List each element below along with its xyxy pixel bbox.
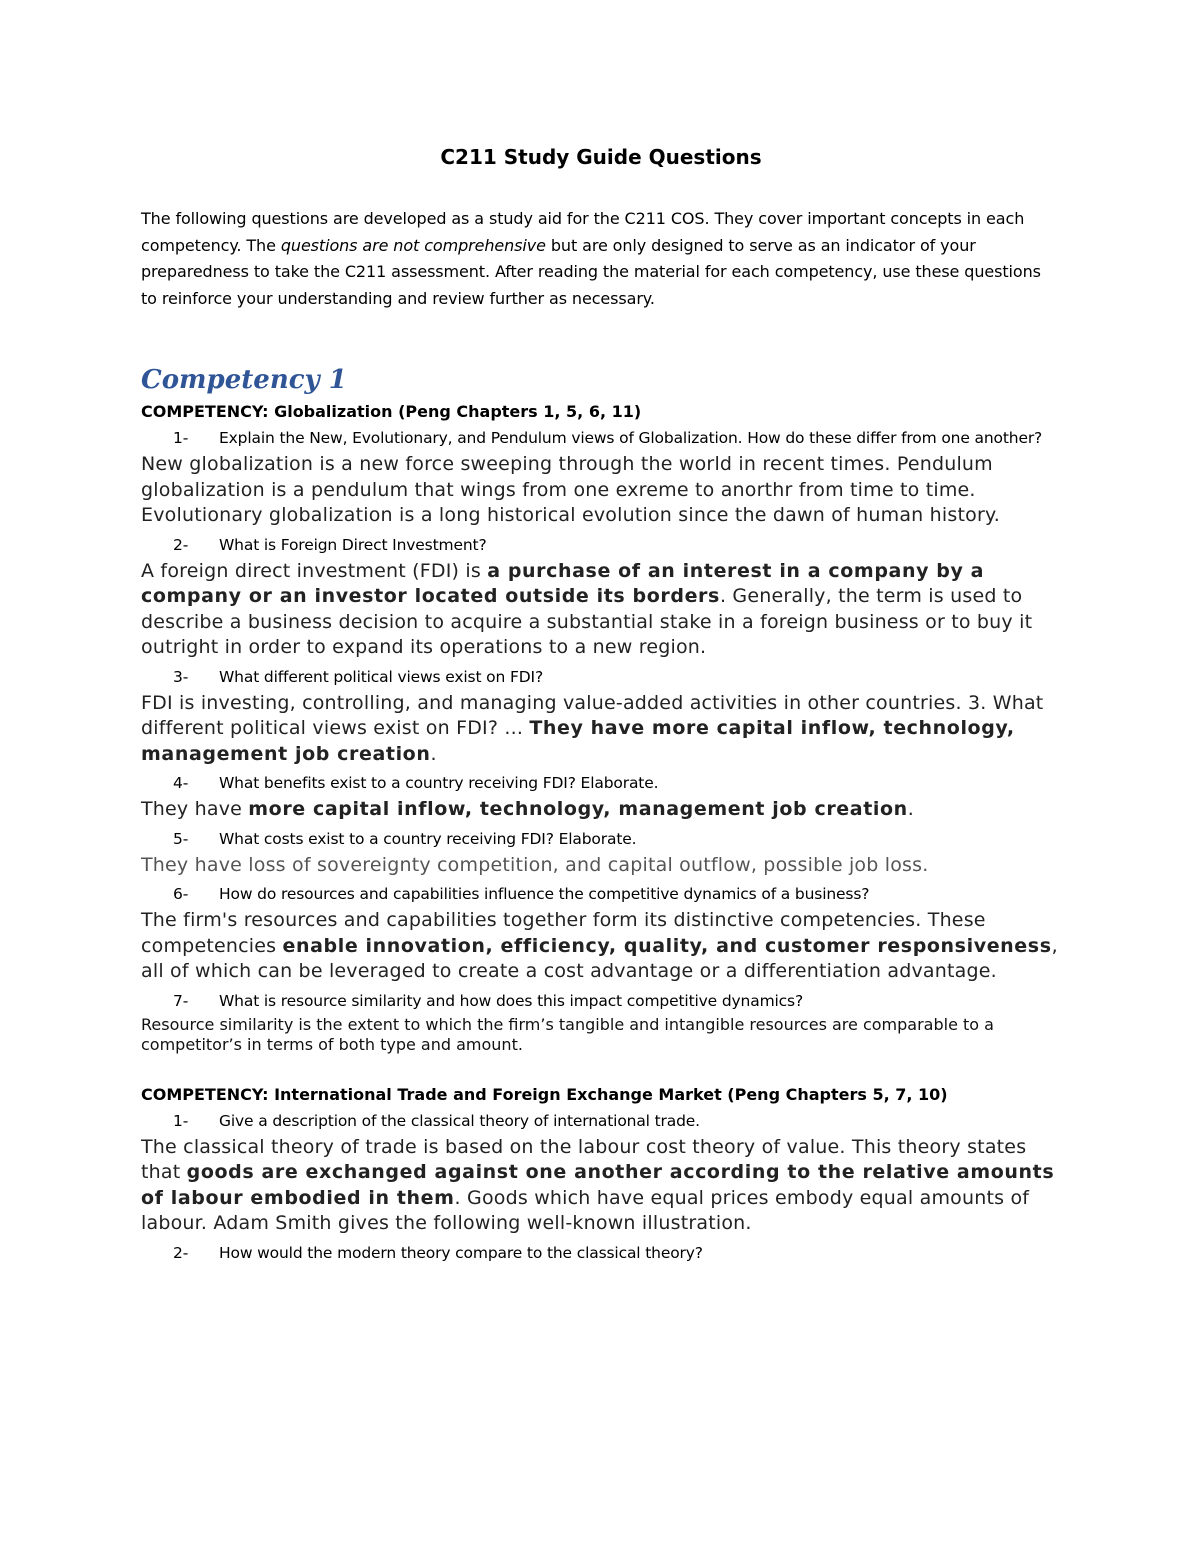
question-text: Give a description of the classical theory of international trade. (219, 1111, 700, 1130)
answer-2-1 (141, 1135, 1061, 1237)
answer-text: The classical theory of trade is based on the labour cost theory of value. This theory states that (141, 1135, 1027, 1183)
question-number: 5- (173, 829, 189, 848)
question-1-7 (141, 987, 1061, 1015)
competency-heading: Competency 1 (141, 365, 347, 395)
intro-text-1: The following questions are developed as a study aid for the C211 COS. They cover important concepts in each competency. The (141, 209, 1025, 255)
answer-1-2 (141, 559, 1061, 661)
answer-bold-text: goods are exchanged against one another according to the relative amounts of labour embodied in them (141, 1161, 1055, 1209)
section2-label-topic: International Trade and Foreign Exchange Market (Peng Chapters 5, 7, 10) (268, 1084, 948, 1104)
answer-bold-text: enable innovation, efficiency, quality, and customer responsiveness (282, 934, 1052, 957)
answer-1-1 (141, 452, 1061, 529)
section1-label (141, 400, 1061, 424)
intro-paragraph (141, 206, 1061, 312)
answer-text: Resource similarity is the extent to which the firm’s tangible and intangible resources are comparable to a competitor’s in terms of both type and amount. (141, 1014, 994, 1054)
answer-bold-text: They have more capital inflow, technology, management job creation (141, 717, 1015, 765)
section2-label (141, 1083, 1061, 1107)
question-number: 7- (173, 991, 189, 1010)
question-1-6 (141, 880, 1061, 908)
answer-bold-text: a purchase of an interest in a company by a company or an investor located outside its borders (141, 559, 985, 607)
question-text: What different political views exist on FDI? (219, 667, 544, 686)
answer-text: . Generally, the term is used to describe a business decision to acquire a substantial stake in a foreign business or to buy it outright in order to expand its operations to a new region. (141, 585, 1033, 658)
question-text: How do resources and capabilities influence the competitive dynamics of a business? (219, 885, 870, 903)
question-text: Explain the New, Evolutionary, and Pendulum views of Globalization. How do these differ from one another? (219, 429, 1043, 447)
answer-1-6 (141, 908, 1061, 985)
question-1-3 (141, 663, 1061, 691)
question-number: 6- (173, 885, 189, 903)
answer-text: They have loss of sovereignty competition, and capital outflow, possible job loss. (141, 853, 929, 876)
answer-text: A foreign direct investment (FDI) is (141, 559, 488, 582)
question-number: 1- (173, 429, 189, 447)
intro-text-2: but are only designed to serve as an indicator of your preparedness to take the C211 assessment. After reading the material for each competency, use these questions to reinforce your understanding and review further as necessary. (141, 235, 1041, 308)
answer-text: They have (141, 798, 249, 820)
question-1-5 (141, 825, 1061, 853)
answer-1-3 (141, 691, 1061, 768)
answer-1-4 (141, 797, 1061, 823)
question-number: 2- (173, 1243, 189, 1262)
answer-text: The firm's resources and capabilities together form its distinctive competencies. These competencies (141, 909, 986, 957)
answer-text: . (907, 798, 915, 820)
document-title: C211 Study Guide Questions (440, 145, 762, 169)
answer-bold-text: more capital inflow, technology, management job creation (248, 798, 908, 820)
question-text: What costs exist to a country receiving FDI? Elaborate. (219, 829, 637, 848)
answer-text: New globalization is a new force sweeping through the world in recent times. Pendulum globalization is a pendulum that wings from one exreme to anorthr from time to time. Evolutionary globalization is a long historical evolution since the dawn of human history. (141, 453, 1000, 526)
question-text: How would the modern theory compare to the classical theory? (219, 1243, 703, 1262)
document-content (141, 142, 1061, 1267)
answer-text: . Goods which have equal prices embody equal amounts of labour. Adam Smith gives the following well-known illustration. (141, 1186, 1030, 1234)
answer-text: FDI is investing, controlling, and managing value-added activities in other countries. 3. What different political views exist on FDI? ... (141, 691, 1044, 739)
question-1-4 (141, 769, 1061, 797)
question-number: 4- (173, 774, 189, 792)
question-text: What is resource similarity and how does this impact competitive dynamics? (219, 991, 804, 1010)
question-1-1 (141, 424, 1061, 452)
question-1-2 (141, 531, 1061, 559)
answer-text: , all of which can be leveraged to create a cost advantage or a differentiation advantage. (141, 934, 1058, 982)
question-2-1 (141, 1107, 1061, 1135)
question-number: 3- (173, 667, 189, 686)
answer-1-7 (141, 1015, 1061, 1055)
question-text: What is Foreign Direct Investment? (219, 535, 487, 554)
question-2-2 (141, 1239, 1061, 1267)
answer-1-5 (141, 853, 1061, 879)
question-text: What benefits exist to a country receiving FDI? Elaborate. (219, 774, 659, 792)
question-number: 1- (173, 1111, 189, 1130)
section1-label-topic: Globalization (Peng Chapters 1, 5, 6, 11) (268, 402, 642, 421)
intro-italic-text: questions are not comprehensive (280, 235, 546, 255)
section1-label-prefix: COMPETENCY: (141, 402, 269, 421)
answer-text: . (430, 742, 437, 765)
section2-label-prefix: COMPETENCY: (141, 1084, 269, 1104)
question-number: 2- (173, 535, 189, 554)
